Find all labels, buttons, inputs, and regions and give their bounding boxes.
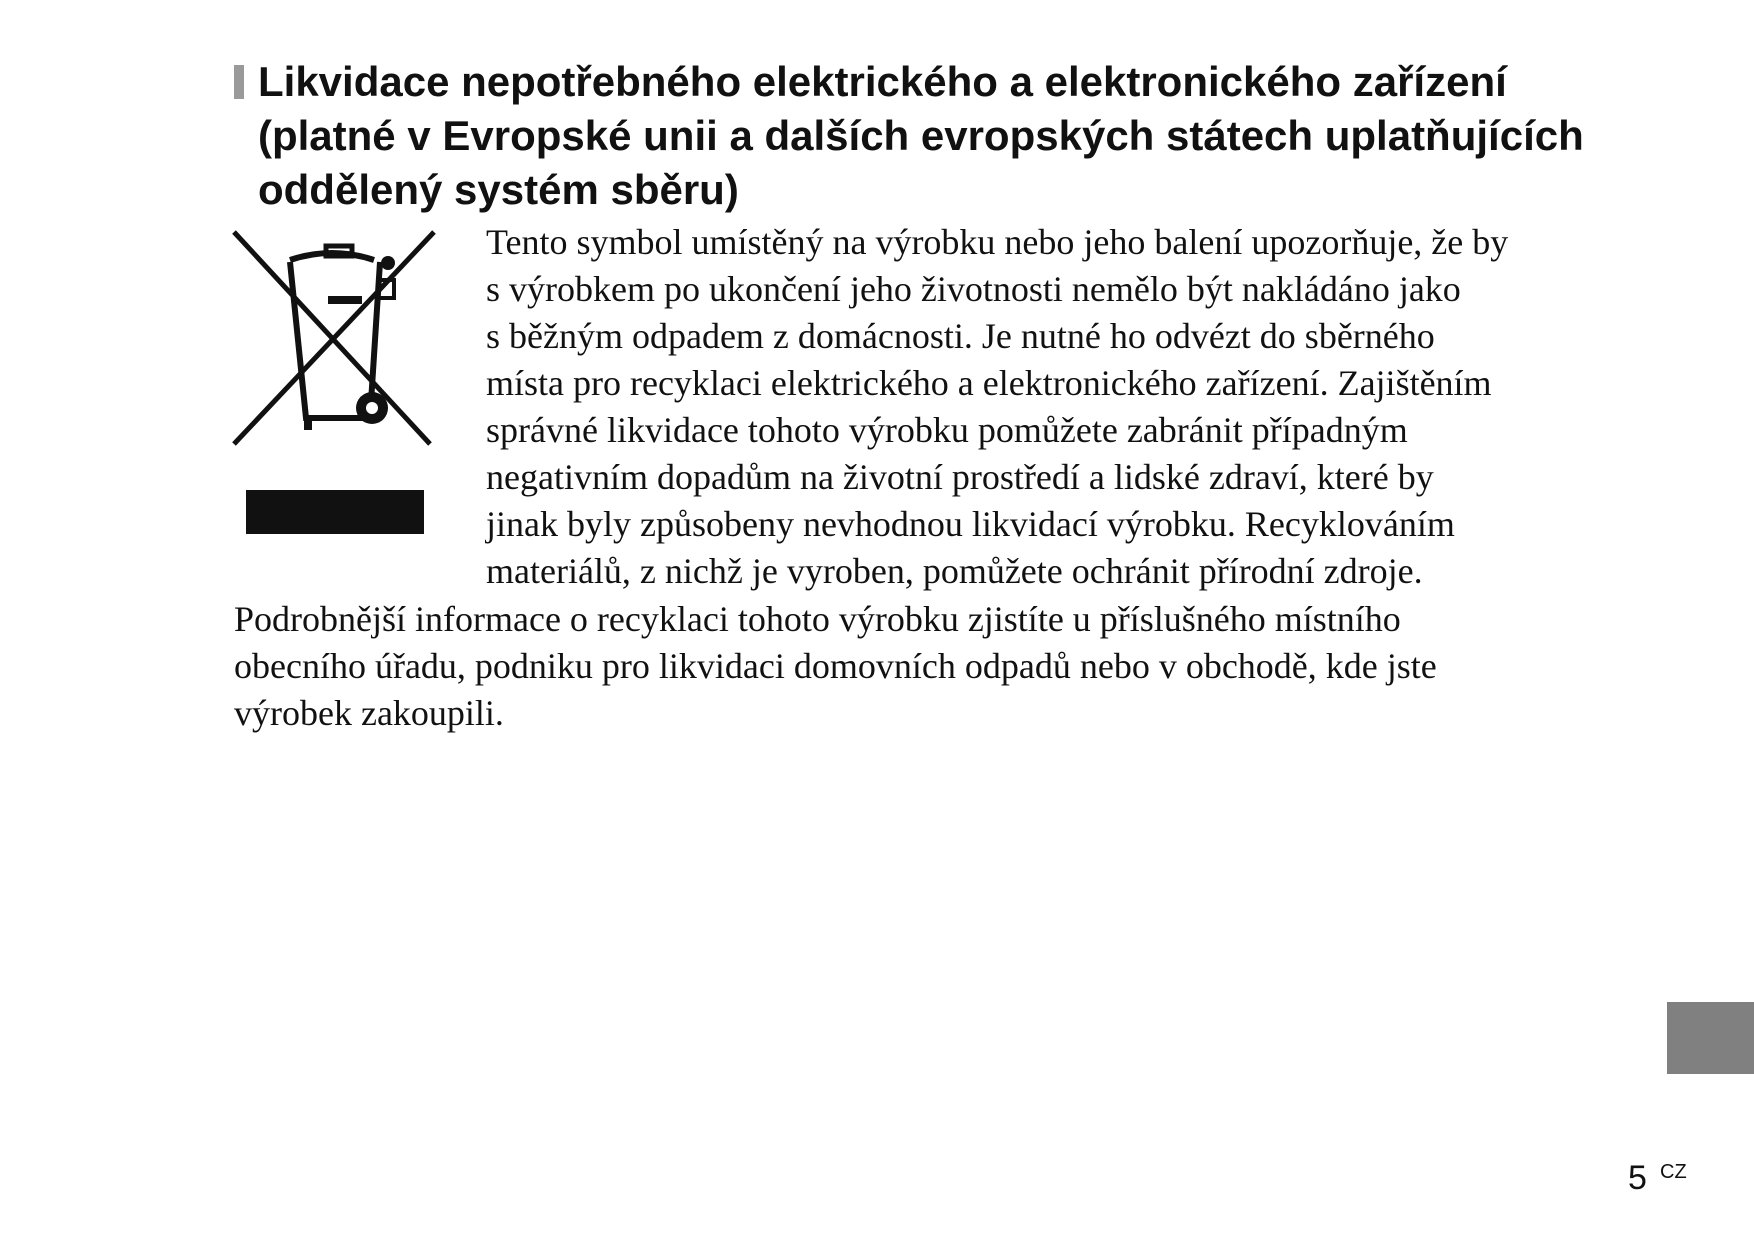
recycling-notice-paragraph xyxy=(486,219,1508,595)
paragraph-line: materiálů, z nichž je vyroben, pomůžete ochránit přírodní zdroje. xyxy=(486,551,1423,591)
section-heading xyxy=(258,55,1678,217)
paragraph-line: jinak byly způsobeny nevhodnou likvidací výrobku. Recyklováním xyxy=(486,504,1455,544)
paragraph-line: s běžným odpadem z domácnosti. Je nutné ho odvézt do sběrného xyxy=(486,316,1435,356)
paragraph-line: Tento symbol umístěný na výrobku nebo jeho balení upozorňuje, že by xyxy=(486,222,1509,262)
heading-line: (platné v Evropské unii a dalších evropských státech uplatňujících xyxy=(258,112,1584,159)
paragraph-line: výrobek zakoupili. xyxy=(234,693,504,733)
paragraph-line: místa pro recyklaci elektrického a elektronického zařízení. Zajištěním xyxy=(486,363,1492,403)
heading-line: Likvidace nepotřebného elektrického a elektronického zařízení xyxy=(258,58,1507,105)
paragraph-line: správné likvidace tohoto výrobku pomůžete zabránit případným xyxy=(486,410,1408,450)
paragraph-line: s výrobkem po ukončení jeho životnosti nemělo být nakládáno jako xyxy=(486,269,1461,309)
heading-accent-bar xyxy=(234,65,244,99)
page-language-code: CZ xyxy=(1660,1161,1687,1183)
paragraph-line: negativním dopadům na životní prostředí a lidské zdraví, které by xyxy=(486,457,1434,497)
page-number: 5 xyxy=(1628,1159,1647,1197)
section-thumb-tab xyxy=(1667,1002,1754,1074)
paragraph-line: obecního úřadu, podniku pro likvidaci domovních odpadů nebo v obchodě, kde jste xyxy=(234,646,1437,686)
crossed-out-wheeled-bin-icon xyxy=(232,228,436,538)
heading-line: oddělený systém sběru) xyxy=(258,166,739,213)
more-information-paragraph xyxy=(234,596,1437,737)
paragraph-line: Podrobnější informace o recyklaci tohoto výrobku zjistíte u příslušného místního xyxy=(234,599,1401,639)
